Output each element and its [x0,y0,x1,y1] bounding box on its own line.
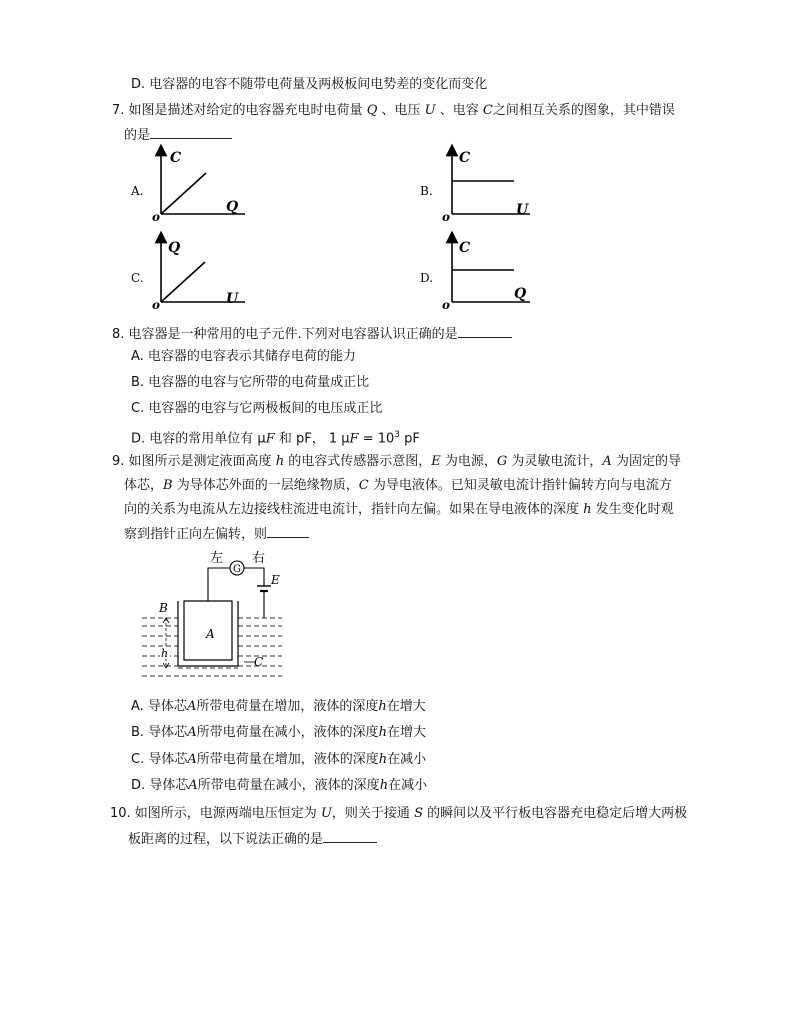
answer-blank [267,525,309,538]
q8-stem: 8. 电容器是一种常用的电子元件.下列对电容器认识正确的是 [112,325,512,344]
graph-d-origin: o [442,298,451,312]
q7-stem-line1: 7. 如图是描述对给定的电容器充电时电荷量 Q 、电压 U 、电容 C之间相互关系的图象，其中错误 [112,103,675,118]
answer-blank [458,325,512,338]
graph-d-y-label: C [459,240,471,256]
wire-left [208,568,230,601]
galvanometer-label: G [233,564,241,575]
label-right: 右 [252,551,266,566]
q9-stem-line3: 向的关系为电流从左边接线柱流进电流计，指针向左偏。如果在导电液体的深度 h 发生变化时观 [124,502,674,517]
graph-d-label: D. [420,271,434,285]
graph-d [420,237,530,312]
graph-c-origin: o [152,298,161,312]
q9-stem-line2: 体芯，B 为导体芯外面的一层绝缘物质，C 为导电液体。已知灵敏电流计指针偏转方向与电流方 [124,478,672,493]
graph-c-y-label: Q [168,240,181,256]
graph-b-origin: o [442,210,451,224]
graph-a-x-label: Q [226,199,239,215]
graph-b-y-label: C [459,150,471,166]
q9-stem-line1: 9. 如图所示是测定液面高度 h 的电容式传感器示意图，E 为电源，G 为灵敏电流计，A 为固定的导 [112,454,681,469]
graph-a-line [161,173,206,214]
graph-b-label: B. [420,184,433,198]
q9-option-b: B. 导体芯A所带电荷量在减小，液体的深度h在增大 [131,725,426,740]
graph-c-line [161,262,205,302]
answer-blank [323,830,377,843]
wire-right [244,568,264,586]
q9-sensor-diagram [140,548,300,683]
graph-a-y-label: C [170,150,182,166]
label-e: E [271,573,280,587]
q8-option-a: A. 电容器的电容表示其储存电荷的能力 [131,349,356,364]
graph-a-label: A. [131,184,144,198]
q10-stem-line1: 10. 如图所示，电源两端电压恒定为 U，则关于接通 S 的瞬间以及平行板电容器充电稳定后增大两极 [110,806,688,821]
q8-option-c: C. 电容器的电容与它两极板间的电压成正比 [131,401,383,416]
graph-a [130,150,245,224]
q7-graphs [0,140,794,340]
label-b: B [159,601,168,615]
answer-blank [150,126,232,139]
q9-option-d: D. 导体芯A所带电荷量在减小，液体的深度h在减小 [131,778,428,793]
graph-b-x-label: U [516,202,529,218]
label-left: 左 [210,551,224,566]
label-a: A [206,627,215,641]
q9-option-c: C. 导体芯A所带电荷量在增加，液体的深度h在减小 [131,752,427,767]
q7-stem-line2: 的是 [124,126,232,145]
graph-c-label: C. [131,271,144,285]
q8-option-b: B. 电容器的电容与它所带的电荷量成正比 [131,375,370,390]
q8-option-d: D. 电容的常用单位有 μF 和 pF， 1 $\mu F = 10^3$ pF [131,430,420,447]
label-h: h [161,647,169,660]
graph-b [420,150,530,224]
graph-c [131,237,245,312]
graph-c-x-label: U [226,291,239,307]
graph-d-x-label: Q [514,286,527,302]
q6-option-d: D. 电容器的电容不随带电荷量及两极板间电势差的变化而变化 [131,77,488,92]
q9-option-a: A. 导体芯A所带电荷量在增加，液体的深度h在增大 [131,699,426,714]
q10-stem-line2: 板距离的过程，以下说法正确的是 [128,830,377,849]
graph-a-origin: o [152,210,161,224]
label-c: C [254,655,264,669]
q9-stem-line4: 察到指针正向左偏转，则 [124,525,309,544]
